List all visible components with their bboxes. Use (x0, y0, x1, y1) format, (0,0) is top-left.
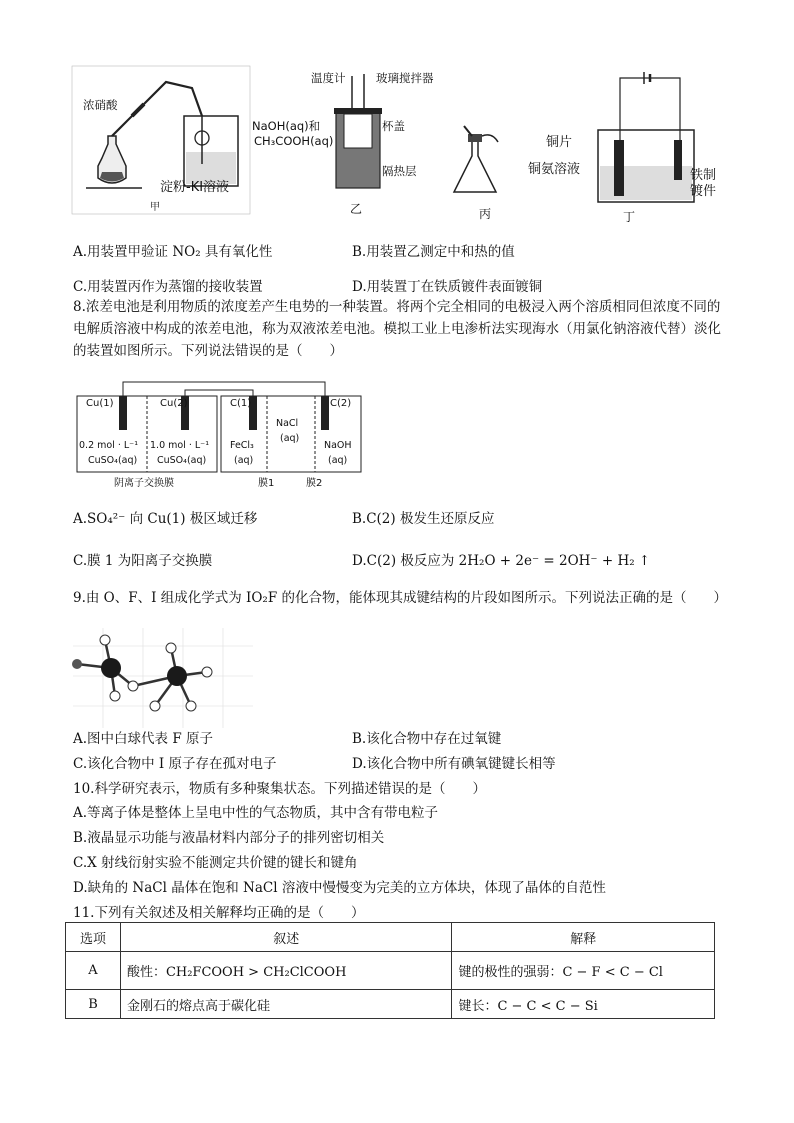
q8-option-a[interactable]: A.SO₄²⁻ 向 Cu(1) 极区域迁移 (73, 511, 258, 527)
label-cu1: Cu(1) (86, 398, 114, 409)
label-plated-part: 镀件 (690, 184, 717, 199)
q7-option-b[interactable]: B.用装置乙测定中和热的值 (352, 244, 515, 260)
label-conc-1-0: 1.0 mol · L⁻¹ (150, 440, 210, 451)
table-header-row (66, 923, 715, 952)
q7-option-d[interactable]: D.用装置丁在铁质镀件表面镀铜 (352, 279, 543, 295)
table-row[interactable] (66, 990, 715, 1019)
row-statement: 金刚石的熔点高于碳化硅 (120, 990, 452, 1019)
q9-option-a[interactable]: A.图中白球代表 F 原子 (73, 731, 213, 747)
q10-stem: 10.科学研究表示，物质有多种聚集状态。下列描述错误的是（ ） (73, 781, 486, 797)
label-fecl3-aq: (aq) (234, 455, 254, 466)
header-statement: 叙述 (120, 923, 452, 952)
apparatus-bing (450, 120, 510, 200)
label-naoh: NaOH (324, 440, 352, 451)
label-membrane-1: 膜1 (258, 478, 275, 489)
q10-option-b[interactable]: B.液晶显示功能与液晶材料内部分子的排列密切相关 (73, 830, 385, 846)
q9-stem: 9.由 O、F、I 组成化学式为 IO₂F 的化合物，能体现其成键结构的片段如图所示。下列说法正确的是（ ） (73, 590, 727, 606)
label-lid: 杯盖 (382, 119, 405, 133)
q10-option-d[interactable]: D.缺角的 NaCl 晶体在饱和 NaCl 溶液中慢慢变为完美的立方体块，体现了晶体的自范性 (73, 880, 606, 896)
label-glass-stirrer: 玻璃搅拌器 (376, 71, 434, 85)
q9-option-d[interactable]: D.该化合物中所有碘氧键键长相等 (352, 756, 556, 772)
header-explanation: 解释 (452, 923, 715, 952)
row-option: A (66, 952, 121, 990)
label-concentrated-nitric-acid: 浓硝酸 (83, 98, 118, 112)
q8-option-b[interactable]: B.C(2) 极发生还原反应 (352, 511, 495, 527)
label-membrane-2: 膜2 (306, 478, 323, 489)
label-conc-0-2: 0.2 mol · L⁻¹ (79, 440, 139, 451)
caption-jia: 甲 (150, 202, 160, 213)
concentration-cell-diagram (73, 378, 363, 488)
row-explanation: 键的极性的强弱：C − F < C − Cl (452, 952, 715, 990)
label-copper-sheet: 铜片 (546, 135, 573, 150)
label-c1: C(1) (230, 398, 252, 409)
label-fecl3: FeCl₃ (230, 440, 254, 451)
q9-option-b[interactable]: B.该化合物中存在过氧键 (352, 731, 502, 747)
label-nacl: NaCl (276, 418, 299, 429)
label-nacl-aq: (aq) (280, 433, 300, 444)
label-iron: 铁制 (690, 168, 717, 183)
q8-stem: 8.浓差电池是利用物质的浓度差产生电势的一种装置。将两个完全相同的电极浸入两个溶质相同但浓度不同的电解质溶液中构成的浓差电池，称为双液浓差电池。模拟工业上电渗析法实现海水（用氯化钠溶液代替）淡化的装置如图所示。下列说法错误的是（ ） (73, 299, 721, 359)
label-naoh-and: NaOH(aq)和 (252, 119, 321, 133)
label-insulation: 隔热层 (382, 164, 417, 178)
label-thermometer: 温度计 (311, 71, 346, 85)
q9-option-c[interactable]: C.该化合物中 I 原子存在孤对电子 (73, 756, 277, 772)
q8-option-c[interactable]: C.膜 1 为阳离子交换膜 (73, 553, 213, 569)
label-anion-exchange-membrane: 阴离子交换膜 (114, 478, 174, 489)
molecule-fragment-figure (73, 628, 253, 728)
label-c2: C(2) (330, 398, 352, 409)
row-option: B (66, 990, 121, 1019)
label-cuso4-2: CuSO₄(aq) (157, 455, 207, 466)
label-copper-ammonia-solution: 铜氨溶液 (528, 162, 581, 177)
q10-option-c[interactable]: C.X 射线衍射实验不能测定共价键的键长和键角 (73, 855, 358, 871)
label-cuso4-1: CuSO₄(aq) (88, 455, 138, 466)
header-option: 选项 (66, 923, 121, 952)
caption-bing: 丙 (479, 207, 492, 221)
apparatus-ding (592, 70, 702, 215)
q11-stem: 11.下列有关叙述及相关解释均正确的是（ ） (73, 905, 365, 921)
label-naoh-aq: (aq) (328, 455, 348, 466)
label-ch3cooh: CH₃COOH(aq) (254, 134, 334, 148)
label-starch-ki-solution: 淀粉-KI溶液 (160, 180, 230, 195)
table-row[interactable] (66, 952, 715, 990)
q8-option-d[interactable]: D.C(2) 极反应为 2H₂O + 2e⁻ = 2OH⁻ + H₂ ↑ (352, 553, 651, 569)
q10-option-a[interactable]: A.等离子体是整体上呈电中性的气态物质，其中含有带电粒子 (73, 805, 439, 821)
row-statement: 酸性：CH₂FCOOH > CH₂ClCOOH (120, 952, 452, 990)
caption-yi: 乙 (350, 202, 363, 216)
q7-option-c[interactable]: C.用装置丙作为蒸馏的接收装置 (73, 279, 263, 295)
q11-table (65, 922, 715, 1019)
label-cu2: Cu(2) (160, 398, 188, 409)
row-explanation: 键长：C − C < C − Si (452, 990, 715, 1019)
caption-ding: 丁 (623, 210, 636, 224)
q7-option-a[interactable]: A.用装置甲验证 NO₂ 具有氧化性 (73, 244, 273, 260)
